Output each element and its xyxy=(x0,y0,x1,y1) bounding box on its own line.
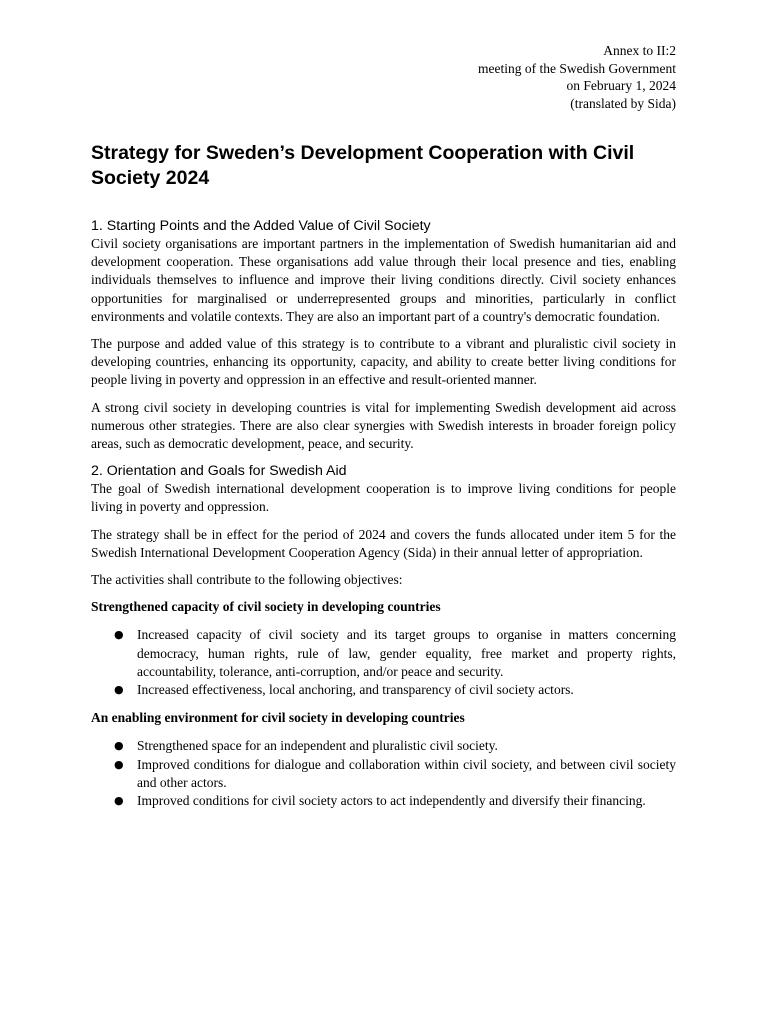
paragraph: A strong civil society in developing countries is vital for implementing Swedish development aid across numerous other strategies. There are also clear synergies with Swedish interests in broader foreign policy areas, such as democratic development, peace, and security. xyxy=(91,399,676,452)
list-item-text: Strengthened space for an independent and pluralistic civil society. xyxy=(137,738,498,754)
annex-line: Annex to II:2 xyxy=(603,43,676,58)
annex-line: meeting of the Swedish Government xyxy=(478,60,676,76)
list-item xyxy=(114,737,676,755)
bullet-icon: ● xyxy=(114,739,124,753)
list-item xyxy=(114,626,676,681)
list-item-text: Improved conditions for dialogue and collaboration within civil society, and between civil society and other actors. xyxy=(137,756,676,790)
annex-line: on February 1, 2024 xyxy=(566,78,676,93)
paragraph: The strategy shall be in effect for the period of 2024 and covers the funds allocated under item 5 for the Swedish International Development Cooperation Agency (Sida) in their annual letter of appropriation. xyxy=(91,526,676,560)
list-item-text: Improved conditions for civil society actors to act independently and diversify their financing. xyxy=(137,793,646,809)
paragraph: The purpose and added value of this strategy is to contribute to a vibrant and pluralistic civil society in developing countries, enhancing its opportunity, capacity, and ability to create better living conditions for people living in poverty and oppression in an effective and result-oriented manner. xyxy=(91,336,676,388)
document-body xyxy=(91,217,676,820)
paragraph: Civil society organisations are important partners in the implementation of Swedish humanitarian aid and development cooperation. These organisations add value through their local presence and ties, enabling individuals themselves to influence and improve their living conditions directly. Civil society enhances opportunities for marginalised or underrepresented groups and minorities, particularly in conflict environments and volatile contexts. They are also an important part of a country's democratic foundation. xyxy=(91,236,676,324)
objective-list xyxy=(91,626,676,699)
objective-heading: An enabling environment for civil society in developing countries xyxy=(91,710,465,726)
list-item xyxy=(114,756,676,792)
document-title: Strategy for Sweden’s Development Cooperation with Civil Society 2024 xyxy=(91,142,635,189)
section-1-heading: 1. Starting Points and the Added Value of Civil Society xyxy=(91,218,431,234)
objective-heading: Strengthened capacity of civil society in developing countries xyxy=(91,599,441,615)
list-item xyxy=(114,792,676,810)
annex-header xyxy=(478,42,676,112)
list-item-text: Increased effectiveness, local anchoring, and transparency of civil society actors. xyxy=(137,682,574,698)
list-item-text: Increased capacity of civil society and its target groups to organise in matters concerning democracy, human rights, rule of law, gender equality, free market and property rights, accountability, tolerance, anti-corruption, and/or peace and security. xyxy=(137,627,676,679)
section-2-heading: 2. Orientation and Goals for Swedish Aid xyxy=(91,463,347,480)
annex-line: (translated by Sida) xyxy=(570,95,676,111)
bullet-icon: ● xyxy=(114,794,124,808)
bullet-icon: ● xyxy=(114,757,124,771)
paragraph: The activities shall contribute to the following objectives: xyxy=(91,572,403,588)
list-item xyxy=(114,681,676,699)
bullet-icon: ● xyxy=(114,628,124,642)
bullet-icon: ● xyxy=(114,683,124,697)
objective-list xyxy=(91,737,676,810)
paragraph: The goal of Swedish international development cooperation is to improve living conditions for people living in poverty and oppression. xyxy=(91,481,676,515)
